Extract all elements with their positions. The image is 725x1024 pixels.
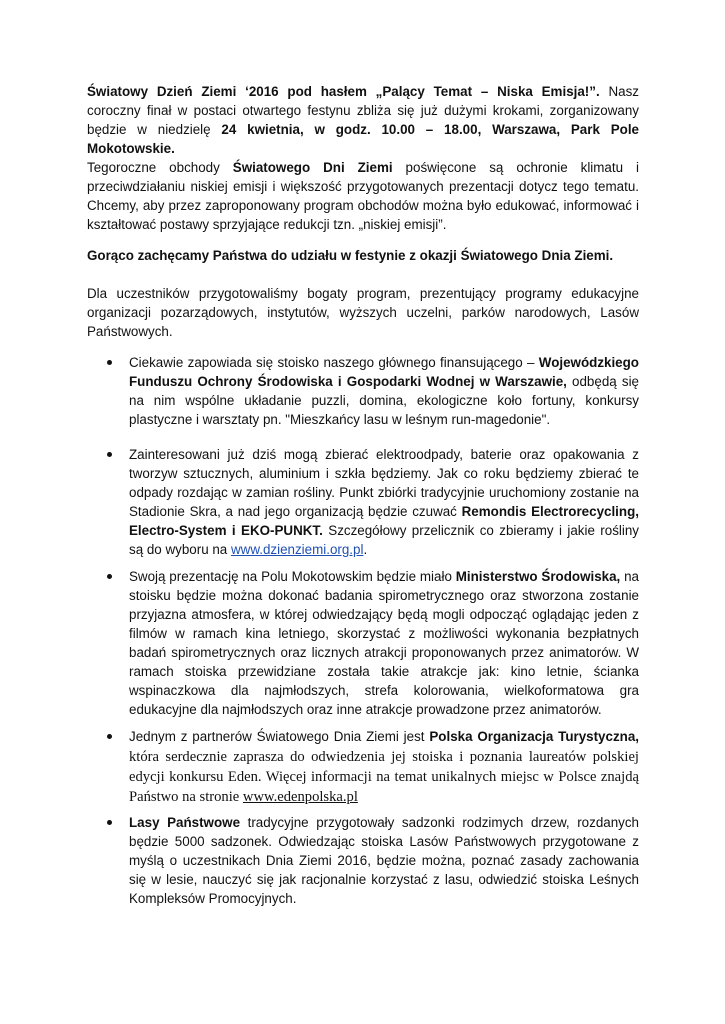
bullet-text: Swoją prezentację na Polu Mokotowskim będzie miało bbox=[129, 569, 456, 584]
bullet-icon bbox=[107, 574, 112, 579]
list-item-text bbox=[129, 727, 639, 807]
list-item bbox=[107, 813, 639, 908]
bullet-text: Zainteresowani już dziś mogą zbierać elektroodpady, baterie oraz opakowania z tworzyw sztucznych, aluminium i szkła będziemy. Jak co roku będziemy zbierać te odpady rozdając w zamian rośliny. Punkt zbiórki tradycyjnie uruchomiony zostanie na Stadionie Skra, a nad jego organizacją będzie czuwać bbox=[129, 447, 639, 519]
list-item-text bbox=[129, 813, 639, 908]
intro-paragraph bbox=[87, 82, 639, 158]
bullet-icon bbox=[107, 360, 112, 365]
theme-text-end: poświęcone są ochronie klimatu i przeciwdziałaniu niskiej emisji i większość przygotowanych prezentacji dotycz tego tematu. Chcemy, aby przez zaproponowany program obchodów można było edukować, informować i kształtować postawy sprzyjające redukcji tzn. „niskiej emisji”. bbox=[87, 160, 639, 232]
dzienziemi-link[interactable]: www.dzienziemi.org.pl bbox=[230, 542, 364, 557]
intro-title: Światowy Dzień Ziemi ‘2016 pod hasłem „Palący Temat – Niska Emisja!”. bbox=[87, 84, 600, 99]
bullet-text: Jednym z partnerów Światowego Dnia Ziemi jest bbox=[129, 729, 430, 744]
list-item-text bbox=[129, 353, 639, 429]
ministry-name: Ministerstwo Środowiska, bbox=[455, 569, 621, 584]
theme-text-start: Tegoroczne obchody bbox=[87, 160, 233, 175]
organization-name: Polska Organizacja Turystyczna, bbox=[429, 729, 639, 744]
bullet-text: . bbox=[363, 542, 368, 557]
bullet-text: tradycyjne przygotowały sadzonki rodzimych drzew, rozdanych będzie 5000 sadzonek. Odwiedzając stoiska Lasów Państwowych przygotowane z myślą o uczestnikach Dnia Ziemi 2016, będzie można, poznać zasady zachowania się w lesie, nauczyć się jak racjonalnie korzystać z lasu, odwiedzić stoiska Leśnych Kompleksów Promocyjnych. bbox=[129, 815, 639, 906]
intro-text: Nasz coroczny finał w postaci otwartego festynu zbliża się już dużymi krokami, zorganizowany będzie w niedzielę bbox=[87, 84, 639, 137]
program-paragraph bbox=[87, 284, 639, 341]
invitation-text: Gorąco zachęcamy Państwa do udziału w festynie z okazji Światowego Dnia Ziemi. bbox=[87, 248, 614, 263]
program-text: Dla uczestników przygotowaliśmy bogaty program, prezentujący programy edukacyjne organizacji pozarządowych, instytutów, wyższych uczelni, parków narodowych, Lasów Państwowych. bbox=[87, 286, 639, 339]
list-item-text bbox=[129, 445, 639, 559]
sponsor-name: Wojewódzkiego Funduszu Ochrony Środowiska i Gospodarki Wodnej w Warszawie, bbox=[129, 355, 639, 389]
theme-bold: Światowego Dni Ziemi bbox=[232, 160, 393, 175]
bullet-text: Ciekawie zapowiada się stoisko naszego głównego finansującego – bbox=[129, 355, 539, 370]
forestry-name: Lasy Państwowe bbox=[129, 815, 241, 830]
bullet-icon bbox=[107, 734, 112, 739]
bullet-icon bbox=[107, 452, 112, 457]
invitation-paragraph bbox=[87, 246, 639, 265]
event-date: 24 kwietnia, w godz. 10.00 – 18.00, Warszawa, Park Pole Mokotowskie. bbox=[87, 122, 639, 156]
list-item-text bbox=[129, 567, 639, 719]
bullet-text: która serdecznie zaprasza do odwiedzenia jej stoiska i poznania laureatów polskiej edycji konkursu Eden. Więcej informacji na temat unikalnych miejsc w Polsce znajdą Państwo na stronie bbox=[129, 749, 639, 805]
bullet-icon bbox=[107, 820, 112, 825]
list-item bbox=[107, 567, 639, 719]
bullet-text: na stoisku będzie można dokonać badania spirometrycznego oraz stworzona zostanie przyjazna atmosfera, w której odwiedzający będą mogli odpocząć oglądając jeden z filmów w ramach kina letniego, skorzystać z możliwości wykonania bezpłatnych badań spirometrycznych oraz licznych atrakcji proponowanych przez animatorów. W ramach stoiska przewidziane została takie atrakcje jak: kino letnie, ścianka wspinaczkowa dla najmłodszych, strefa kolorowania, wielkoformatowa gra edukacyjne dla najmłodszych oraz inne atrakcje prowadzone przez animatorów. bbox=[129, 569, 639, 717]
theme-paragraph bbox=[87, 158, 639, 234]
edenpolska-link[interactable]: www.edenpolska.pl bbox=[242, 789, 358, 805]
partner-names: Remondis Electrorecycling, Electro-System i EKO-PUNKT. bbox=[129, 504, 639, 538]
list-item bbox=[107, 727, 639, 807]
list-item bbox=[107, 445, 639, 559]
bullet-text: odbędą się na nim wspólne układanie puzzli, domina, ekologiczne koło fortuny, konkursy plastyczne i warsztaty pn. "Mieszkańcy lasu w leśnym run-magedonie". bbox=[129, 374, 639, 427]
bullet-text: Szczegółowy przelicznik co zbieramy i jakie rośliny są do wyboru na bbox=[129, 523, 639, 557]
list-item bbox=[107, 353, 639, 429]
